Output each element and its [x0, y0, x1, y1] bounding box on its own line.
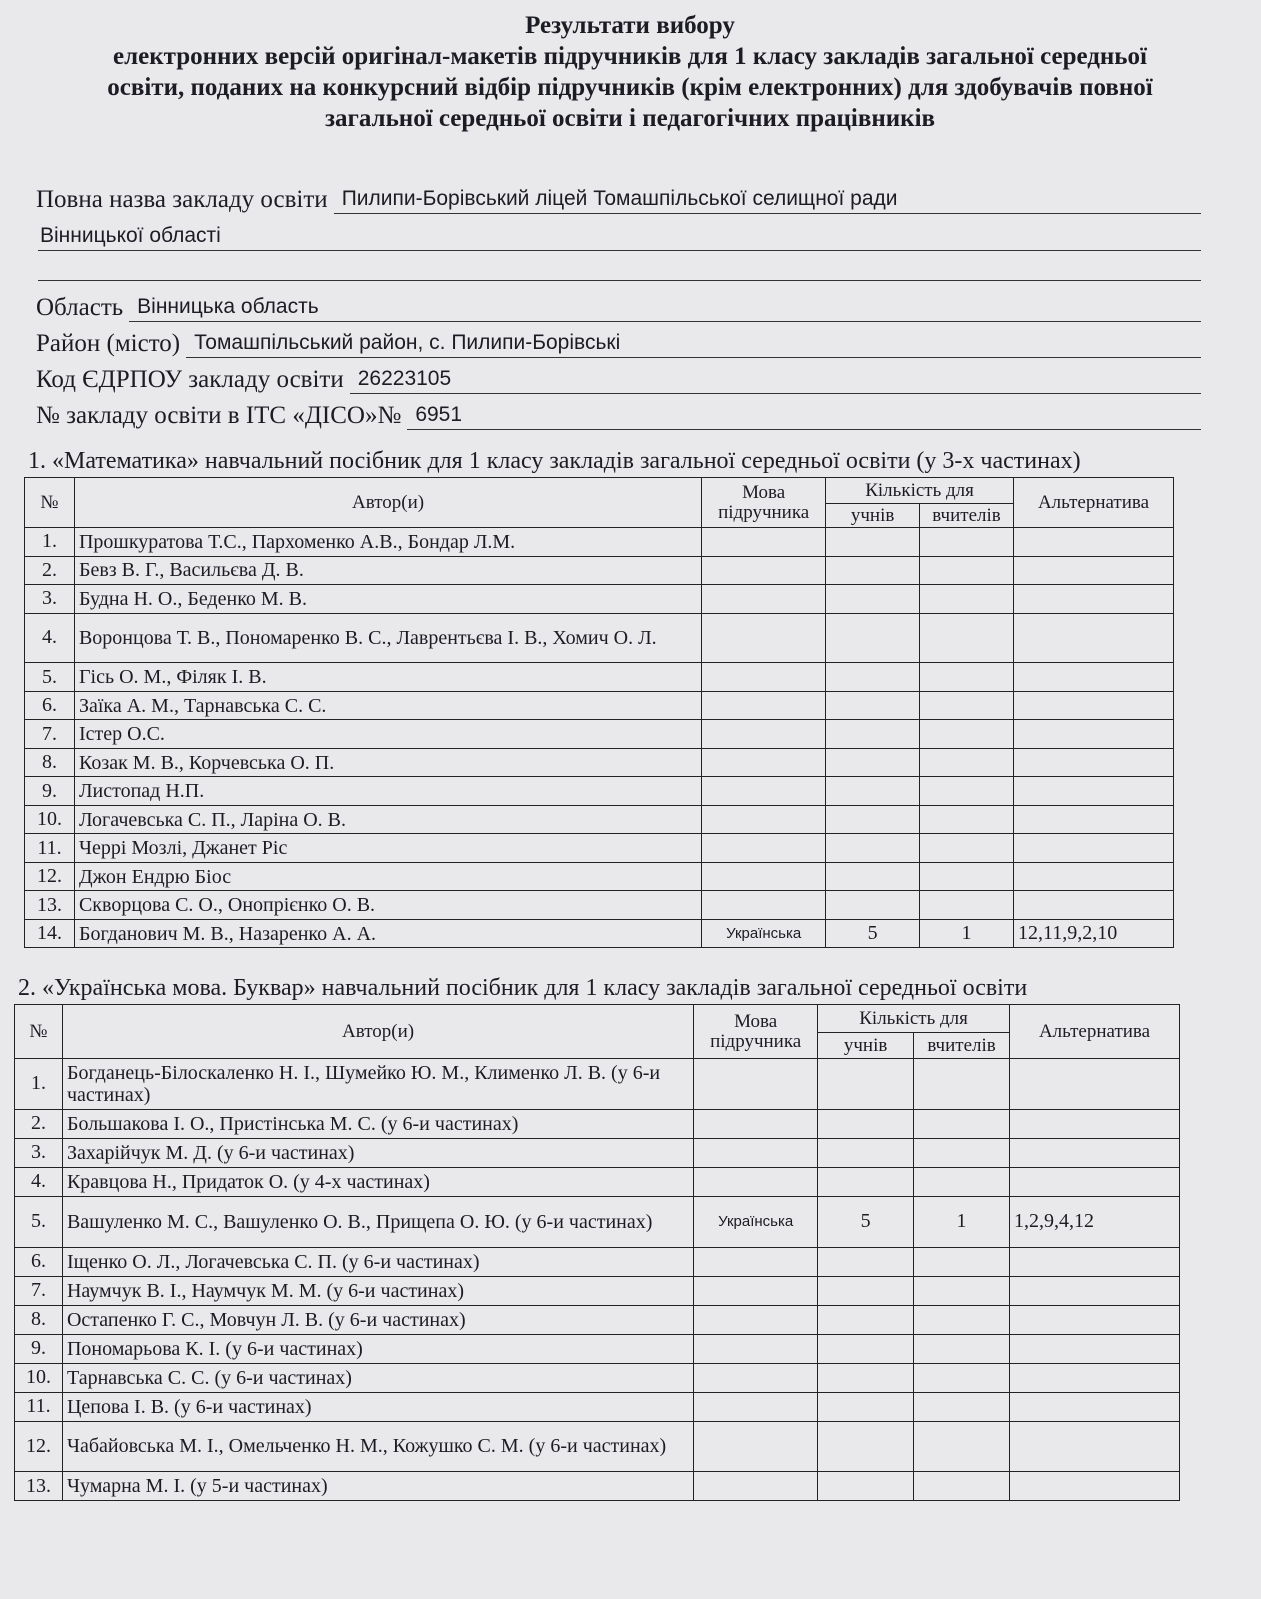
row-alternative	[1010, 1276, 1180, 1305]
row-students-count: 5	[826, 919, 920, 948]
row-language	[694, 1059, 818, 1110]
row-language	[694, 1109, 818, 1138]
row-language	[702, 720, 826, 749]
row-authors: Листопад Н.П.	[74, 777, 701, 806]
its-label: № закладу освіти в ІТС «ДІСО»№	[36, 402, 402, 429]
table-row	[15, 1276, 1180, 1305]
row-authors: Черрі Мозлі, Джанет Ріс	[74, 834, 701, 863]
row-number: 1.	[25, 528, 75, 557]
oblast-label: Область	[36, 294, 124, 321]
table-row	[25, 556, 1174, 585]
row-alternative	[1010, 1059, 1180, 1110]
district-label: Район (місто)	[36, 330, 181, 357]
institution-label: Повна назва закладу освіти	[36, 186, 328, 213]
row-authors: Пономарьова К. І. (у 6-и частинах)	[62, 1334, 693, 1363]
table-row	[25, 720, 1174, 749]
row-alternative: 1,2,9,4,12	[1010, 1196, 1180, 1247]
row-students-count	[826, 748, 920, 777]
row-students-count	[818, 1305, 914, 1334]
row-authors: Будна Н. О., Беденко М. В.	[74, 585, 701, 614]
its-field	[36, 396, 1201, 430]
row-language	[702, 528, 826, 557]
row-language	[694, 1363, 818, 1392]
row-authors: Гісь О. М., Філяк І. В.	[74, 663, 701, 692]
row-students-count	[826, 556, 920, 585]
row-authors: Чабайовська М. І., Омельченко Н. М., Кожушко С. М. (у 6-и частинах)	[62, 1421, 693, 1472]
row-authors: Істер О.С.	[74, 720, 701, 749]
table-row	[25, 528, 1174, 557]
row-language: Українська	[702, 919, 826, 948]
row-teachers-count	[914, 1138, 1010, 1167]
table-row	[15, 1247, 1180, 1276]
row-authors: Захарійчук М. Д. (у 6-и частинах)	[62, 1138, 693, 1167]
row-number: 14.	[25, 919, 75, 948]
row-authors: Вашуленко М. С., Вашуленко О. В., Прищепа О. Ю. (у 6-и частинах)	[62, 1196, 693, 1247]
row-language	[702, 748, 826, 777]
row-language	[694, 1167, 818, 1196]
header-teachers: вчителів	[914, 1033, 1010, 1059]
table-row	[25, 613, 1174, 663]
header-alt: Альтернатива	[1014, 478, 1174, 528]
row-alternative	[1014, 556, 1174, 585]
row-alternative	[1014, 585, 1174, 614]
table-row	[25, 585, 1174, 614]
header-teachers: вчителів	[920, 504, 1014, 528]
row-students-count	[818, 1392, 914, 1421]
header-authors: Автор(и)	[74, 478, 701, 528]
header-num: №	[15, 1005, 63, 1059]
row-number: 10.	[15, 1363, 63, 1392]
row-authors: Бевз В. Г., Васильєва Д. В.	[74, 556, 701, 585]
row-teachers-count	[920, 805, 1014, 834]
table-row	[25, 862, 1174, 891]
header-count: Кількість для	[826, 478, 1014, 504]
table-row	[25, 691, 1174, 720]
row-teachers-count	[914, 1334, 1010, 1363]
table-row	[15, 1392, 1180, 1421]
row-teachers-count	[914, 1392, 1010, 1421]
row-number: 12.	[15, 1421, 63, 1472]
row-number: 5.	[25, 663, 75, 692]
row-language	[702, 834, 826, 863]
row-teachers-count	[920, 585, 1014, 614]
row-teachers-count	[920, 556, 1014, 585]
row-language	[702, 777, 826, 806]
row-number: 8.	[25, 748, 75, 777]
row-number: 9.	[15, 1334, 63, 1363]
oblast-field	[36, 288, 1201, 322]
row-number: 9.	[25, 777, 75, 806]
table-row	[15, 1334, 1180, 1363]
row-authors: Скворцова С. О., Онопрієнко О. В.	[74, 891, 701, 920]
edrpou-field	[36, 360, 1201, 394]
section-2-table	[14, 1004, 1180, 1501]
district-value: Томашпільський район, с. Пилипи-Борівські	[186, 329, 1201, 358]
row-language	[694, 1334, 818, 1363]
row-students-count	[826, 891, 920, 920]
table-row	[25, 834, 1174, 863]
row-teachers-count	[920, 748, 1014, 777]
row-alternative	[1010, 1334, 1180, 1363]
row-language	[702, 663, 826, 692]
row-students-count	[818, 1334, 914, 1363]
header-lang: Мова підручника	[702, 478, 826, 528]
row-students-count	[818, 1472, 914, 1501]
header-students: учнів	[818, 1033, 914, 1059]
header-authors: Автор(и)	[62, 1005, 693, 1059]
table-row	[25, 663, 1174, 692]
header-lang: Мова підручника	[694, 1005, 818, 1059]
row-teachers-count	[914, 1109, 1010, 1138]
row-alternative	[1010, 1247, 1180, 1276]
row-teachers-count	[914, 1305, 1010, 1334]
row-authors: Іщенко О. Л., Логачевська С. П. (у 6-и частинах)	[62, 1247, 693, 1276]
row-students-count	[826, 720, 920, 749]
row-authors: Козак М. В., Корчевська О. П.	[74, 748, 701, 777]
institution-value-cont: Вінницької області	[40, 224, 221, 247]
row-teachers-count	[914, 1276, 1010, 1305]
row-number: 13.	[15, 1472, 63, 1501]
section-1-title: 1. «Математика» навчальний посібник для 1 класу закладів загальної середньої освіти (у 3-х частинах)	[28, 448, 1081, 474]
institution-value: Пилипи-Борівський ліцей Томашпільської селищної ради	[334, 185, 1201, 214]
row-language	[702, 862, 826, 891]
table-row	[15, 1138, 1180, 1167]
row-teachers-count	[914, 1059, 1010, 1110]
row-teachers-count	[920, 613, 1014, 663]
its-value: 6951	[407, 401, 1201, 430]
row-teachers-count	[914, 1247, 1010, 1276]
row-students-count	[826, 834, 920, 863]
row-authors: Богданець-Білоскаленко Н. І., Шумейко Ю. М., Клименко Л. В. (у 6-и частинах)	[62, 1059, 693, 1110]
row-alternative	[1014, 834, 1174, 863]
row-teachers-count	[914, 1472, 1010, 1501]
edrpou-label: Код ЄДРПОУ закладу освіти	[36, 366, 344, 393]
document-title	[40, 10, 1220, 134]
row-number: 2.	[25, 556, 75, 585]
row-students-count	[818, 1059, 914, 1110]
row-students-count: 5	[818, 1196, 914, 1247]
row-students-count	[818, 1363, 914, 1392]
title-line-1: Результати вибору	[525, 12, 735, 39]
row-alternative	[1014, 862, 1174, 891]
row-teachers-count	[920, 777, 1014, 806]
header-count: Кількість для	[818, 1005, 1010, 1033]
row-number: 4.	[15, 1167, 63, 1196]
row-students-count	[826, 585, 920, 614]
institution-underline-1	[38, 250, 1201, 251]
district-field	[36, 324, 1201, 358]
row-number: 6.	[15, 1247, 63, 1276]
row-authors: Остапенко Г. С., Мовчун Л. В. (у 6-и частинах)	[62, 1305, 693, 1334]
row-teachers-count	[920, 528, 1014, 557]
row-number: 4.	[25, 613, 75, 663]
row-students-count	[818, 1421, 914, 1472]
row-students-count	[818, 1276, 914, 1305]
row-alternative	[1014, 777, 1174, 806]
table-row	[15, 1363, 1180, 1392]
row-authors: Логачевська С. П., Ларіна О. В.	[74, 805, 701, 834]
row-authors: Цепова І. В. (у 6-и частинах)	[62, 1392, 693, 1421]
row-students-count	[826, 663, 920, 692]
row-language	[702, 891, 826, 920]
title-rest: електронних версій оригінал-макетів підручників для 1 класу закладів загальної середньої освіти, поданих на конкурсний відбір підручників (крім електронних) для здобувачів повної загальної середньої освіти і педагогічних працівників	[107, 43, 1153, 132]
row-students-count	[826, 613, 920, 663]
table-row	[15, 1421, 1180, 1472]
row-alternative	[1014, 891, 1174, 920]
table-row	[25, 748, 1174, 777]
row-teachers-count	[914, 1167, 1010, 1196]
row-authors: Джон Ендрю Біос	[74, 862, 701, 891]
row-alternative	[1010, 1109, 1180, 1138]
row-alternative	[1014, 720, 1174, 749]
row-students-count	[826, 691, 920, 720]
row-alternative	[1010, 1392, 1180, 1421]
row-authors: Воронцова Т. В., Пономаренко В. С., Лаврентьєва І. В., Хомич О. Л.	[74, 613, 701, 663]
header-num: №	[25, 478, 75, 528]
institution-field	[36, 180, 1201, 214]
row-alternative	[1014, 691, 1174, 720]
row-language	[694, 1247, 818, 1276]
row-alternative	[1010, 1421, 1180, 1472]
row-language	[694, 1138, 818, 1167]
row-language	[702, 585, 826, 614]
row-alternative	[1014, 613, 1174, 663]
row-students-count	[826, 805, 920, 834]
row-teachers-count	[920, 862, 1014, 891]
row-alternative	[1014, 805, 1174, 834]
row-students-count	[818, 1247, 914, 1276]
row-number: 13.	[25, 891, 75, 920]
row-alternative	[1014, 748, 1174, 777]
row-language	[702, 805, 826, 834]
row-students-count	[826, 862, 920, 891]
row-teachers-count	[920, 691, 1014, 720]
row-language	[694, 1392, 818, 1421]
row-number: 11.	[25, 834, 75, 863]
table-row	[25, 891, 1174, 920]
row-alternative	[1010, 1305, 1180, 1334]
table-row	[25, 777, 1174, 806]
row-language	[702, 613, 826, 663]
row-alternative: 12,11,9,2,10	[1014, 919, 1174, 948]
section-1-table	[24, 477, 1174, 948]
row-teachers-count	[914, 1363, 1010, 1392]
row-alternative	[1010, 1363, 1180, 1392]
row-number: 1.	[15, 1059, 63, 1110]
row-authors: Кравцова Н., Придаток О. (у 4-х частинах)	[62, 1167, 693, 1196]
table-row	[15, 1167, 1180, 1196]
row-language: Українська	[694, 1196, 818, 1247]
table-row	[15, 1059, 1180, 1110]
row-number: 6.	[25, 691, 75, 720]
row-authors: Большакова І. О., Пристінська М. С. (у 6-и частинах)	[62, 1109, 693, 1138]
row-language	[702, 691, 826, 720]
row-number: 3.	[15, 1138, 63, 1167]
row-language	[702, 556, 826, 585]
row-alternative	[1010, 1167, 1180, 1196]
row-authors: Тарнавська С. С. (у 6-и частинах)	[62, 1363, 693, 1392]
row-language	[694, 1276, 818, 1305]
table-row	[25, 805, 1174, 834]
row-language	[694, 1305, 818, 1334]
section-2-title: 2. «Українська мова. Буквар» навчальний посібник для 1 класу закладів загальної середньої освіти	[18, 975, 1028, 1001]
row-number: 3.	[25, 585, 75, 614]
row-teachers-count	[920, 720, 1014, 749]
row-students-count	[818, 1138, 914, 1167]
row-authors: Заїка А. М., Тарнавська С. С.	[74, 691, 701, 720]
row-language	[694, 1472, 818, 1501]
row-authors: Прошкуратова Т.С., Пархоменко А.В., Бондар Л.М.	[74, 528, 701, 557]
row-number: 12.	[25, 862, 75, 891]
header-students: учнів	[826, 504, 920, 528]
row-teachers-count	[914, 1421, 1010, 1472]
row-number: 11.	[15, 1392, 63, 1421]
table-row	[15, 1305, 1180, 1334]
row-alternative	[1010, 1472, 1180, 1501]
institution-underline-2	[38, 280, 1201, 281]
edrpou-value: 26223105	[350, 365, 1201, 394]
row-teachers-count	[920, 663, 1014, 692]
row-teachers-count: 1	[914, 1196, 1010, 1247]
oblast-value: Вінницька область	[129, 293, 1201, 322]
row-students-count	[818, 1167, 914, 1196]
row-authors: Чумарна М. І. (у 5-и частинах)	[62, 1472, 693, 1501]
row-teachers-count: 1	[920, 919, 1014, 948]
row-alternative	[1010, 1138, 1180, 1167]
row-number: 7.	[25, 720, 75, 749]
row-number: 8.	[15, 1305, 63, 1334]
row-language	[694, 1421, 818, 1472]
row-alternative	[1014, 663, 1174, 692]
row-teachers-count	[920, 891, 1014, 920]
row-students-count	[826, 528, 920, 557]
row-authors: Богданович М. В., Назаренко А. А.	[74, 919, 701, 948]
table-row	[15, 1472, 1180, 1501]
row-students-count	[818, 1109, 914, 1138]
header-alt: Альтернатива	[1010, 1005, 1180, 1059]
row-number: 10.	[25, 805, 75, 834]
row-students-count	[826, 777, 920, 806]
row-authors: Наумчук В. І., Наумчук М. М. (у 6-и частинах)	[62, 1276, 693, 1305]
row-alternative	[1014, 528, 1174, 557]
row-teachers-count	[920, 834, 1014, 863]
row-number: 7.	[15, 1276, 63, 1305]
table-row	[15, 1196, 1180, 1247]
table-row	[15, 1109, 1180, 1138]
table-row	[25, 919, 1174, 948]
row-number: 2.	[15, 1109, 63, 1138]
row-number: 5.	[15, 1196, 63, 1247]
